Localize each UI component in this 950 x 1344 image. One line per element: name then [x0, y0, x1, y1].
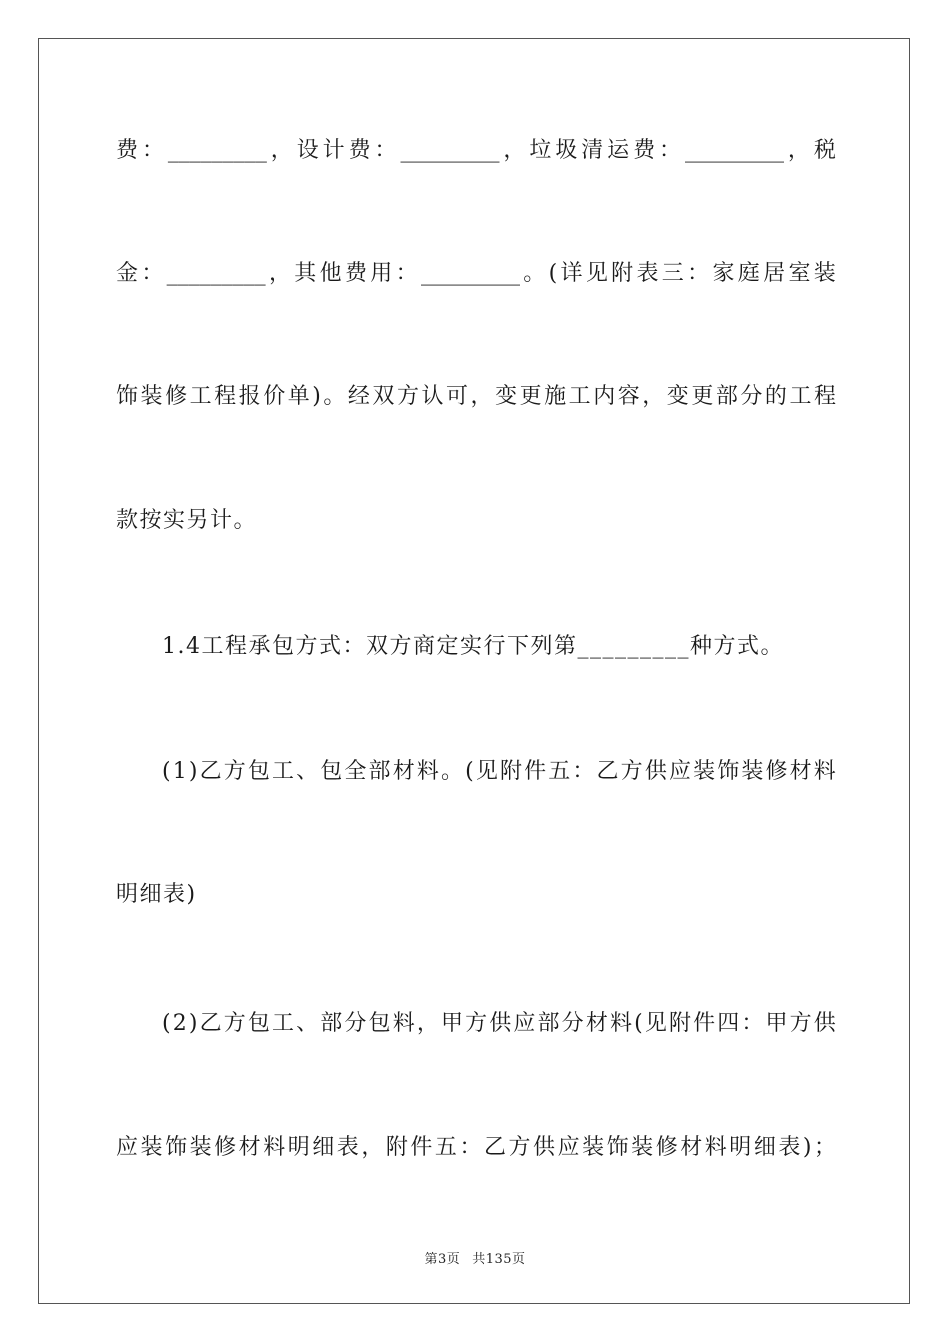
paragraph-line: 款按实另计。 [116, 508, 258, 533]
paragraph-line: ( 1 ) 乙 方 包 工 、 包 全 部 材 料 。 ( 见 附 件 五 ： 乙 方 供 应 装 饰 装 修 材 料 [162, 759, 836, 784]
paragraph-line: 费 ： _________ ， 设 计 费 ： _________ ， 垃 圾 清 运 费 ： _________ ， 税 [116, 138, 836, 163]
paragraph-line: 金 ： _________ ， 其 他 费 用 ： _________ 。 ( 详 见 附 表 三 ： 家 庭 居 室 装 [116, 261, 836, 286]
page-border [38, 38, 910, 1304]
paragraph-line: 1.4工程承包方式：双方商定实行下列第_________种方式。 [162, 634, 784, 659]
paragraph-line: 明细表) [116, 882, 197, 907]
page-total: 共135页 [472, 1252, 526, 1267]
paragraph-line: 饰 装 修 工 程 报 价 单 ) 。 经 双 方 认 可 ， 变 更 施 工 内 容 ， 变 更 部 分 的 工 程 [116, 384, 836, 409]
page-footer [0, 1248, 950, 1267]
page-number: 第3页 [424, 1252, 461, 1267]
paragraph-line: ( 2 ) 乙 方 包 工 、 部 分 包 料 ， 甲 方 供 应 部 分 材 料 ( 见 附 件 四 ： 甲 方 供 [162, 1011, 836, 1036]
paragraph-line: 应 装 饰 装 修 材 料 明 细 表 ， 附 件 五 ： 乙 方 供 应 装 饰 装 修 材 料 明 细 表 ) ； [116, 1135, 836, 1160]
